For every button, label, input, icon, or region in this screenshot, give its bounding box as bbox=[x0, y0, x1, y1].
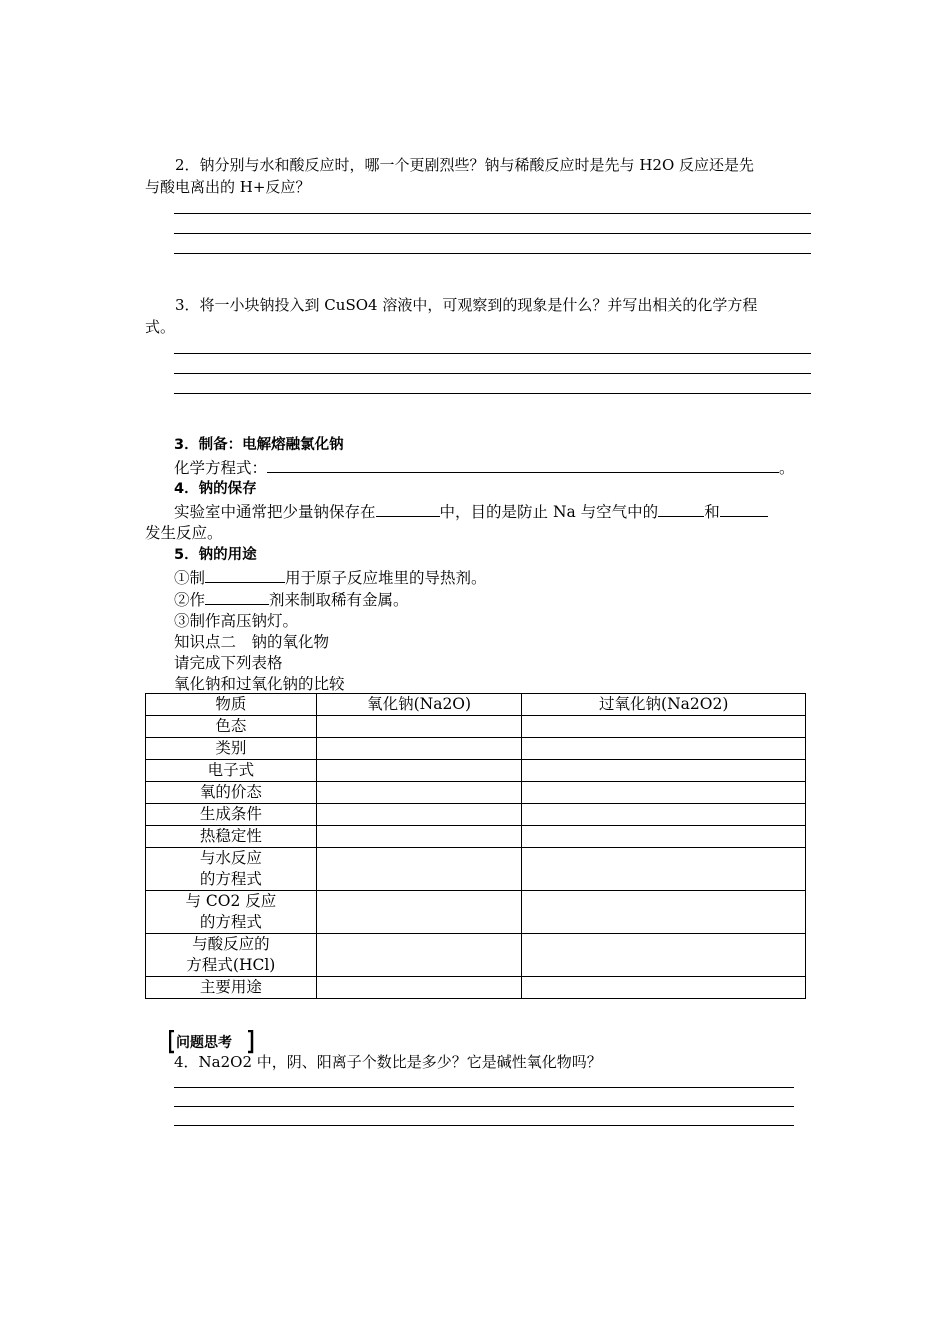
table-row bbox=[146, 891, 806, 934]
question-3-line2: 式。 bbox=[145, 318, 176, 336]
na2o2-answer-cell[interactable] bbox=[522, 782, 806, 804]
na2o-answer-cell[interactable] bbox=[316, 738, 522, 760]
row-label bbox=[146, 848, 317, 891]
table-row bbox=[146, 826, 806, 848]
answer-line[interactable] bbox=[174, 393, 811, 394]
use-item-1-blank[interactable] bbox=[205, 566, 285, 583]
row-label-line: 方程式(HCl) bbox=[186, 956, 276, 974]
question-3 bbox=[145, 294, 815, 338]
table-header-cell: 物质 bbox=[146, 694, 317, 716]
question-2-line1: 2．钠分别与水和酸反应时，哪一个更剧烈些？钠与稀酸反应时是先与 H2O 反应还是先 bbox=[175, 156, 755, 174]
table-row bbox=[146, 716, 806, 738]
row-label-line: 与水反应 bbox=[199, 849, 262, 867]
row-label: 电子式 bbox=[146, 760, 317, 782]
storage-text-c: 和 bbox=[704, 503, 720, 521]
na2o-answer-cell[interactable] bbox=[316, 782, 522, 804]
table-caption: 氧化钠和过氧化钠的比较 bbox=[174, 675, 345, 693]
na2o2-answer-cell[interactable] bbox=[522, 804, 806, 826]
answer-line[interactable] bbox=[174, 373, 811, 374]
storage-row bbox=[174, 500, 768, 523]
row-label bbox=[146, 891, 317, 934]
na2o-answer-cell[interactable] bbox=[316, 934, 522, 977]
answer-line[interactable] bbox=[174, 233, 811, 234]
row-label-line: 的方程式 bbox=[199, 870, 262, 888]
na2o-answer-cell[interactable] bbox=[316, 826, 522, 848]
na2o-answer-cell[interactable] bbox=[316, 891, 522, 934]
na2o2-answer-cell[interactable] bbox=[522, 977, 806, 999]
row-label: 氧的价态 bbox=[146, 782, 317, 804]
row-label: 类别 bbox=[146, 738, 317, 760]
na2o2-answer-cell[interactable] bbox=[522, 891, 806, 934]
storage-blank-3[interactable] bbox=[720, 500, 768, 517]
na2o2-answer-cell[interactable] bbox=[522, 934, 806, 977]
table-row bbox=[146, 848, 806, 891]
use-item-2-blank[interactable] bbox=[205, 588, 269, 605]
question-4: 4．Na2O2 中，阴、阳离子个数比是多少？它是碱性氧化物吗？ bbox=[174, 1053, 602, 1071]
answer-line[interactable] bbox=[174, 1087, 794, 1088]
table-row bbox=[146, 760, 806, 782]
row-label-line: 的方程式 bbox=[199, 913, 262, 931]
row-label bbox=[146, 934, 317, 977]
thinking-tag-label: 问题思考 bbox=[176, 1035, 232, 1051]
row-label: 生成条件 bbox=[146, 804, 317, 826]
na2o-answer-cell[interactable] bbox=[316, 848, 522, 891]
na2o-answer-cell[interactable] bbox=[316, 804, 522, 826]
use-item-2-suffix: 剂来制取稀有金属。 bbox=[269, 591, 409, 609]
table-row bbox=[146, 782, 806, 804]
row-label-line: 与 CO2 反应 bbox=[185, 892, 277, 910]
section-5-heading: 5．钠的用途 bbox=[174, 547, 257, 563]
use-item-1-suffix: 用于原子反应堆里的导热剂。 bbox=[285, 569, 487, 587]
na2o2-answer-cell[interactable] bbox=[522, 826, 806, 848]
answer-line[interactable] bbox=[174, 253, 811, 254]
na2o-answer-cell[interactable] bbox=[316, 716, 522, 738]
table-row bbox=[146, 804, 806, 826]
knowledge-title: 知识点二 钠的氧化物 bbox=[174, 633, 330, 651]
storage-text-a: 实验室中通常把少量钠保存在 bbox=[174, 503, 376, 521]
question-2 bbox=[145, 154, 815, 198]
knowledge-instruction: 请完成下列表格 bbox=[174, 654, 283, 672]
storage-text-d: 发生反应。 bbox=[145, 524, 223, 542]
na2o2-answer-cell[interactable] bbox=[522, 760, 806, 782]
storage-blank-2[interactable] bbox=[658, 500, 704, 517]
use-item-1-prefix: ①制 bbox=[174, 569, 206, 587]
answer-line[interactable] bbox=[174, 1125, 794, 1126]
comparison-table bbox=[145, 693, 806, 999]
equation-row bbox=[174, 456, 795, 479]
use-item-2-prefix: ②作 bbox=[174, 591, 206, 609]
table-row bbox=[146, 738, 806, 760]
na2o2-answer-cell[interactable] bbox=[522, 716, 806, 738]
section-4-heading: 4．钠的保存 bbox=[174, 481, 257, 497]
row-label: 色态 bbox=[146, 716, 317, 738]
na2o2-answer-cell[interactable] bbox=[522, 738, 806, 760]
row-label-line: 与酸反应的 bbox=[192, 935, 270, 953]
section-3-heading: 3．制备：电解熔融氯化钠 bbox=[174, 437, 344, 453]
equation-end: 。 bbox=[779, 459, 795, 477]
storage-text-b: 中，目的是防止 Na 与空气中的 bbox=[439, 503, 659, 521]
na2o-answer-cell[interactable] bbox=[316, 760, 522, 782]
na2o-answer-cell[interactable] bbox=[316, 977, 522, 999]
table-header-row bbox=[146, 694, 806, 716]
table-row bbox=[146, 977, 806, 999]
equation-blank[interactable] bbox=[267, 456, 779, 473]
use-item-3: ③制作高压钠灯。 bbox=[174, 612, 299, 630]
question-3-line1: 3．将一小块钠投入到 CuSO4 溶液中，可观察到的现象是什么？并写出相关的化学方程 bbox=[175, 296, 758, 314]
equation-label: 化学方程式： bbox=[174, 459, 268, 477]
use-item-1 bbox=[174, 566, 487, 589]
use-item-2 bbox=[174, 588, 409, 611]
question-2-line2: 与酸电离出的 H+反应？ bbox=[145, 178, 311, 196]
na2o2-answer-cell[interactable] bbox=[522, 848, 806, 891]
table-row bbox=[146, 934, 806, 977]
answer-line[interactable] bbox=[174, 213, 811, 214]
row-label: 热稳定性 bbox=[146, 826, 317, 848]
answer-line[interactable] bbox=[174, 1106, 794, 1107]
row-label: 主要用途 bbox=[146, 977, 317, 999]
storage-blank-1[interactable] bbox=[376, 500, 440, 517]
answer-line[interactable] bbox=[174, 353, 811, 354]
table-header-cell: 氧化钠(Na2O) bbox=[316, 694, 522, 716]
table-header-cell: 过氧化钠(Na2O2) bbox=[522, 694, 806, 716]
